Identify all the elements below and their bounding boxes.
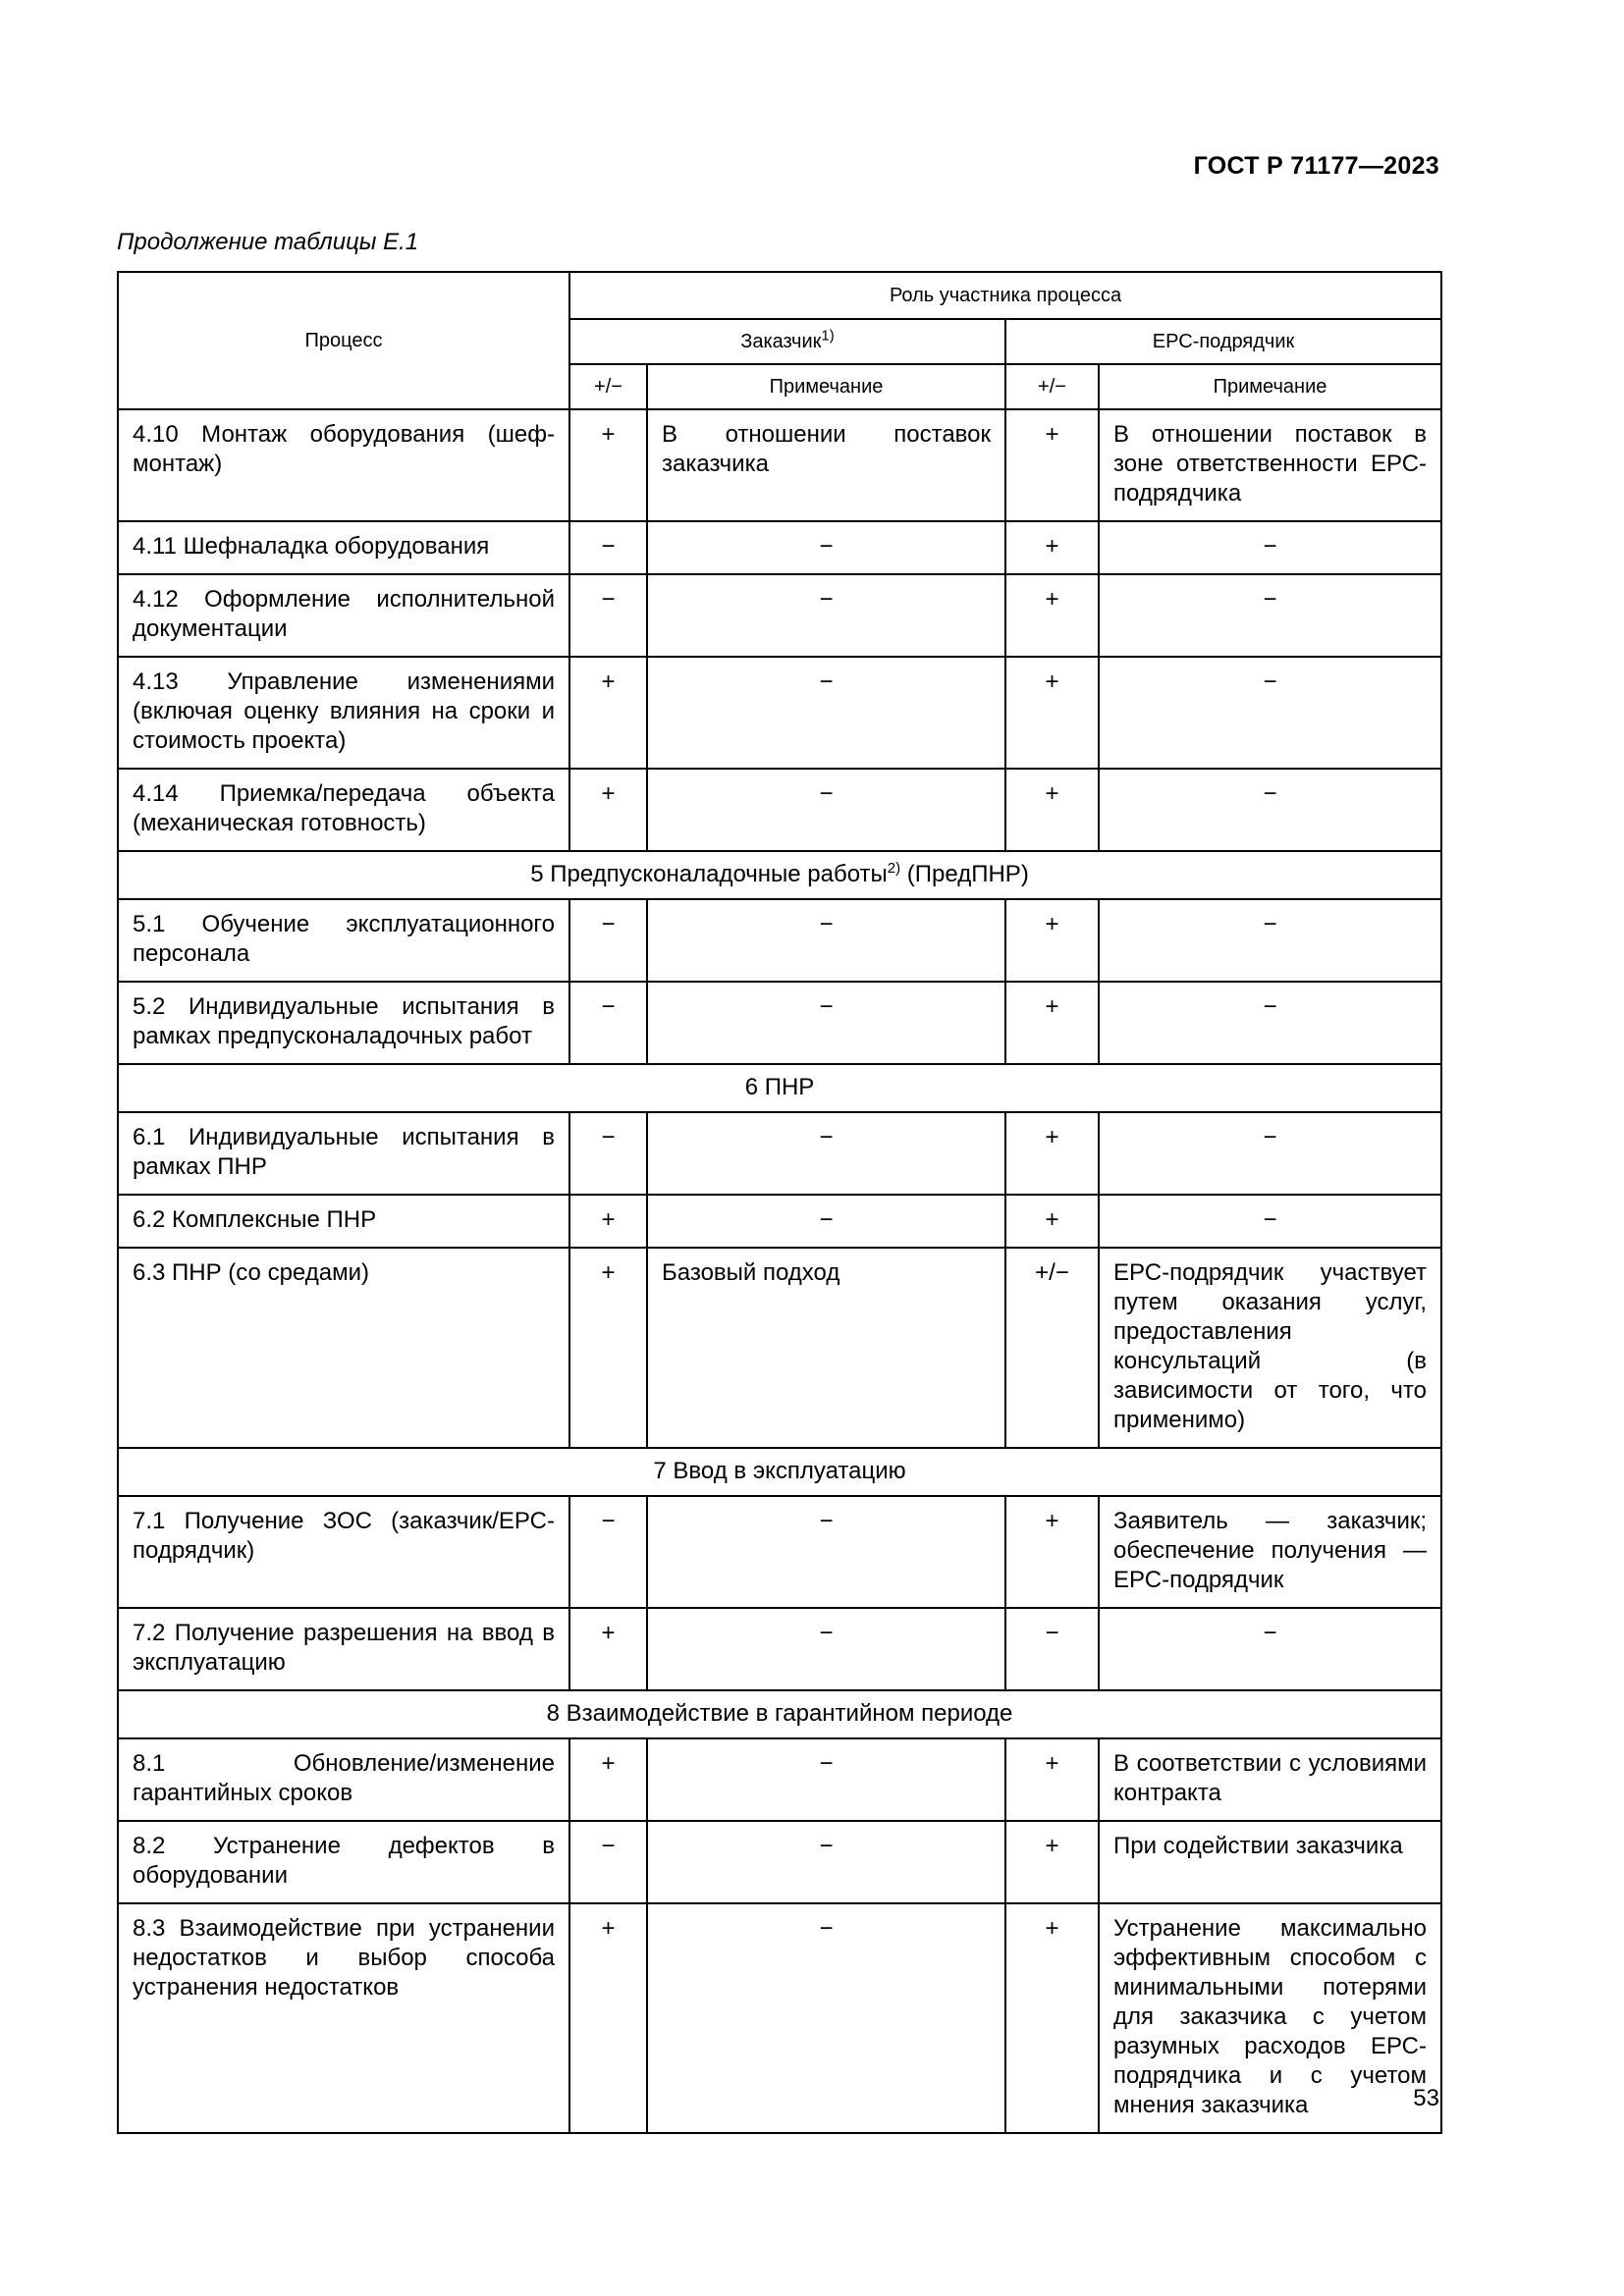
table-row bbox=[118, 1821, 1441, 1903]
process-cell: 6.2 Комплексные ПНР bbox=[118, 1195, 569, 1248]
epc-note-cell: − bbox=[1099, 1112, 1441, 1195]
epc-note-cell: Заявитель — заказчик; обеспечение получения — ЕРС-подрядчик bbox=[1099, 1496, 1441, 1608]
epc-note-cell: В отношении поставок в зоне ответственности ЕРС-подрядчика bbox=[1099, 409, 1441, 521]
epc-note-cell: − bbox=[1099, 1608, 1441, 1690]
epc-mark-cell: + bbox=[1005, 521, 1099, 574]
epc-mark-cell: + bbox=[1005, 1821, 1099, 1903]
customer-note-cell: − bbox=[647, 982, 1005, 1064]
process-cell: 7.2 Получение разрешения на ввод в эксплуатацию bbox=[118, 1608, 569, 1690]
section-label: 7 Ввод в эксплуатацию bbox=[653, 1458, 906, 1484]
section-row bbox=[118, 851, 1441, 899]
epc-mark-cell: + bbox=[1005, 574, 1099, 657]
customer-mark-cell: − bbox=[569, 574, 647, 657]
epc-note-cell: − bbox=[1099, 657, 1441, 769]
customer-mark-cell: + bbox=[569, 409, 647, 521]
process-cell: 8.2 Устранение дефектов в оборудовании bbox=[118, 1821, 569, 1903]
table-row bbox=[118, 1248, 1441, 1448]
epc-mark-cell: + bbox=[1005, 1195, 1099, 1248]
section-row bbox=[118, 1448, 1441, 1496]
customer-note-cell: − bbox=[647, 899, 1005, 982]
customer-note-cell: − bbox=[647, 1738, 1005, 1821]
section-label: 8 Взаимодействие в гарантийном периоде bbox=[546, 1700, 1013, 1727]
customer-note-cell: − bbox=[647, 657, 1005, 769]
epc-mark-cell: +/− bbox=[1005, 1248, 1099, 1448]
epc-mark-cell: + bbox=[1005, 1496, 1099, 1608]
epc-note-cell: При содействии заказчика bbox=[1099, 1821, 1441, 1903]
head-role: Роль участника процесса bbox=[569, 272, 1441, 319]
table-row bbox=[118, 899, 1441, 982]
process-cell: 8.3 Взаимодействие при устранении недостатков и выбор способа устранения недостатков bbox=[118, 1903, 569, 2133]
process-cell: 4.10 Монтаж оборудования (шеф-монтаж) bbox=[118, 409, 569, 521]
customer-mark-cell: + bbox=[569, 657, 647, 769]
customer-note-cell: − bbox=[647, 769, 1005, 851]
process-cell: 4.13 Управление изменениями (включая оценку влияния на сроки и стоимость проекта) bbox=[118, 657, 569, 769]
customer-mark-cell: − bbox=[569, 1496, 647, 1608]
epc-mark-cell: + bbox=[1005, 1738, 1099, 1821]
customer-note-cell: Базовый подход bbox=[647, 1248, 1005, 1448]
customer-note-cell: − bbox=[647, 1821, 1005, 1903]
epc-mark-cell: + bbox=[1005, 769, 1099, 851]
customer-note-cell: − bbox=[647, 1903, 1005, 2133]
epc-mark-cell: + bbox=[1005, 1903, 1099, 2133]
customer-mark-cell: − bbox=[569, 521, 647, 574]
process-cell: 7.1 Получение ЗОС (заказчик/ЕРС-подрядчик) bbox=[118, 1496, 569, 1608]
section-row bbox=[118, 1690, 1441, 1738]
customer-note-cell: В отношении поставок заказчика bbox=[647, 409, 1005, 521]
process-cell: 8.1 Обновление/изменение гарантийных сроков bbox=[118, 1738, 569, 1821]
epc-note-cell: − bbox=[1099, 769, 1441, 851]
process-cell: 6.1 Индивидуальные испытания в рамках ПНР bbox=[118, 1112, 569, 1195]
epc-note-cell: Устранение максимально эффективным способом с минимальными потерями для заказчика с учетом разумных расходов ЕРС-подрядчика и с учетом мнения заказчика bbox=[1099, 1903, 1441, 2133]
table-row bbox=[118, 409, 1441, 521]
roles-table bbox=[117, 271, 1442, 2134]
customer-note-cell: − bbox=[647, 1195, 1005, 1248]
head-epc: ЕРС-подрядчик bbox=[1005, 319, 1441, 364]
epc-note-cell: − bbox=[1099, 574, 1441, 657]
customer-mark-cell: + bbox=[569, 1738, 647, 1821]
customer-mark-cell: + bbox=[569, 1903, 647, 2133]
customer-mark-cell: − bbox=[569, 899, 647, 982]
epc-mark-cell: + bbox=[1005, 657, 1099, 769]
customer-note-cell: − bbox=[647, 574, 1005, 657]
section-title bbox=[118, 1690, 1441, 1738]
section-title bbox=[118, 851, 1441, 899]
section-row bbox=[118, 1064, 1441, 1112]
customer-mark-cell: − bbox=[569, 982, 647, 1064]
head-epc-mark: +/− bbox=[1005, 364, 1099, 409]
table-row bbox=[118, 1608, 1441, 1690]
epc-note-cell: ЕРС-подрядчик участвует путем оказания услуг, предоставления консультаций (в зависимости от того, что применимо) bbox=[1099, 1248, 1441, 1448]
customer-mark-cell: − bbox=[569, 1821, 647, 1903]
table-row bbox=[118, 521, 1441, 574]
customer-mark-cell: + bbox=[569, 1248, 647, 1448]
epc-mark-cell: + bbox=[1005, 982, 1099, 1064]
head-customer-footnote: 1) bbox=[821, 326, 835, 344]
table-row bbox=[118, 1195, 1441, 1248]
table-caption: Продолжение таблицы Е.1 bbox=[117, 229, 419, 255]
epc-mark-cell: + bbox=[1005, 899, 1099, 982]
head-customer-note: Примечание bbox=[647, 364, 1005, 409]
table-row bbox=[118, 1112, 1441, 1195]
table-row bbox=[118, 1903, 1441, 2133]
table-head bbox=[118, 272, 1441, 409]
process-cell: 4.14 Приемка/передача объекта (механическая готовность) bbox=[118, 769, 569, 851]
process-cell: 5.1 Обучение эксплуатационного персонала bbox=[118, 899, 569, 982]
epc-note-cell: − bbox=[1099, 1195, 1441, 1248]
process-cell: 6.3 ПНР (со средами) bbox=[118, 1248, 569, 1448]
head-epc-note: Примечание bbox=[1099, 364, 1441, 409]
customer-mark-cell: − bbox=[569, 1112, 647, 1195]
section-footnote: 2) bbox=[887, 860, 901, 877]
head-customer-label: Заказчик bbox=[740, 330, 822, 352]
epc-note-cell: − bbox=[1099, 521, 1441, 574]
table-row bbox=[118, 769, 1441, 851]
customer-note-cell: − bbox=[647, 1608, 1005, 1690]
section-suffix: (ПредПНР) bbox=[900, 861, 1029, 887]
epc-mark-cell: + bbox=[1005, 409, 1099, 521]
section-title bbox=[118, 1448, 1441, 1496]
section-label: 5 Предпусконаладочные работы bbox=[530, 861, 888, 887]
page-number: 53 bbox=[1413, 2085, 1439, 2111]
process-cell: 5.2 Индивидуальные испытания в рамках предпусконаладочных работ bbox=[118, 982, 569, 1064]
table-row bbox=[118, 574, 1441, 657]
customer-note-cell: − bbox=[647, 1112, 1005, 1195]
customer-mark-cell: + bbox=[569, 1608, 647, 1690]
section-title bbox=[118, 1064, 1441, 1112]
head-process: Процесс bbox=[118, 272, 569, 409]
epc-note-cell: − bbox=[1099, 899, 1441, 982]
standard-number: ГОСТ Р 71177—2023 bbox=[1193, 152, 1439, 180]
process-cell: 4.11 Шефналадка оборудования bbox=[118, 521, 569, 574]
epc-note-cell: − bbox=[1099, 982, 1441, 1064]
head-customer-mark: +/− bbox=[569, 364, 647, 409]
section-label: 6 ПНР bbox=[744, 1074, 815, 1100]
customer-mark-cell: + bbox=[569, 1195, 647, 1248]
table-row bbox=[118, 1738, 1441, 1821]
table-row bbox=[118, 982, 1441, 1064]
table-row bbox=[118, 657, 1441, 769]
customer-mark-cell: + bbox=[569, 769, 647, 851]
process-cell: 4.12 Оформление исполнительной документации bbox=[118, 574, 569, 657]
table-row bbox=[118, 1496, 1441, 1608]
epc-mark-cell: − bbox=[1005, 1608, 1099, 1690]
epc-mark-cell: + bbox=[1005, 1112, 1099, 1195]
customer-note-cell: − bbox=[647, 521, 1005, 574]
epc-note-cell: В соответствии с условиями контракта bbox=[1099, 1738, 1441, 1821]
customer-note-cell: − bbox=[647, 1496, 1005, 1608]
head-customer bbox=[569, 319, 1005, 364]
table-body bbox=[118, 409, 1441, 2133]
